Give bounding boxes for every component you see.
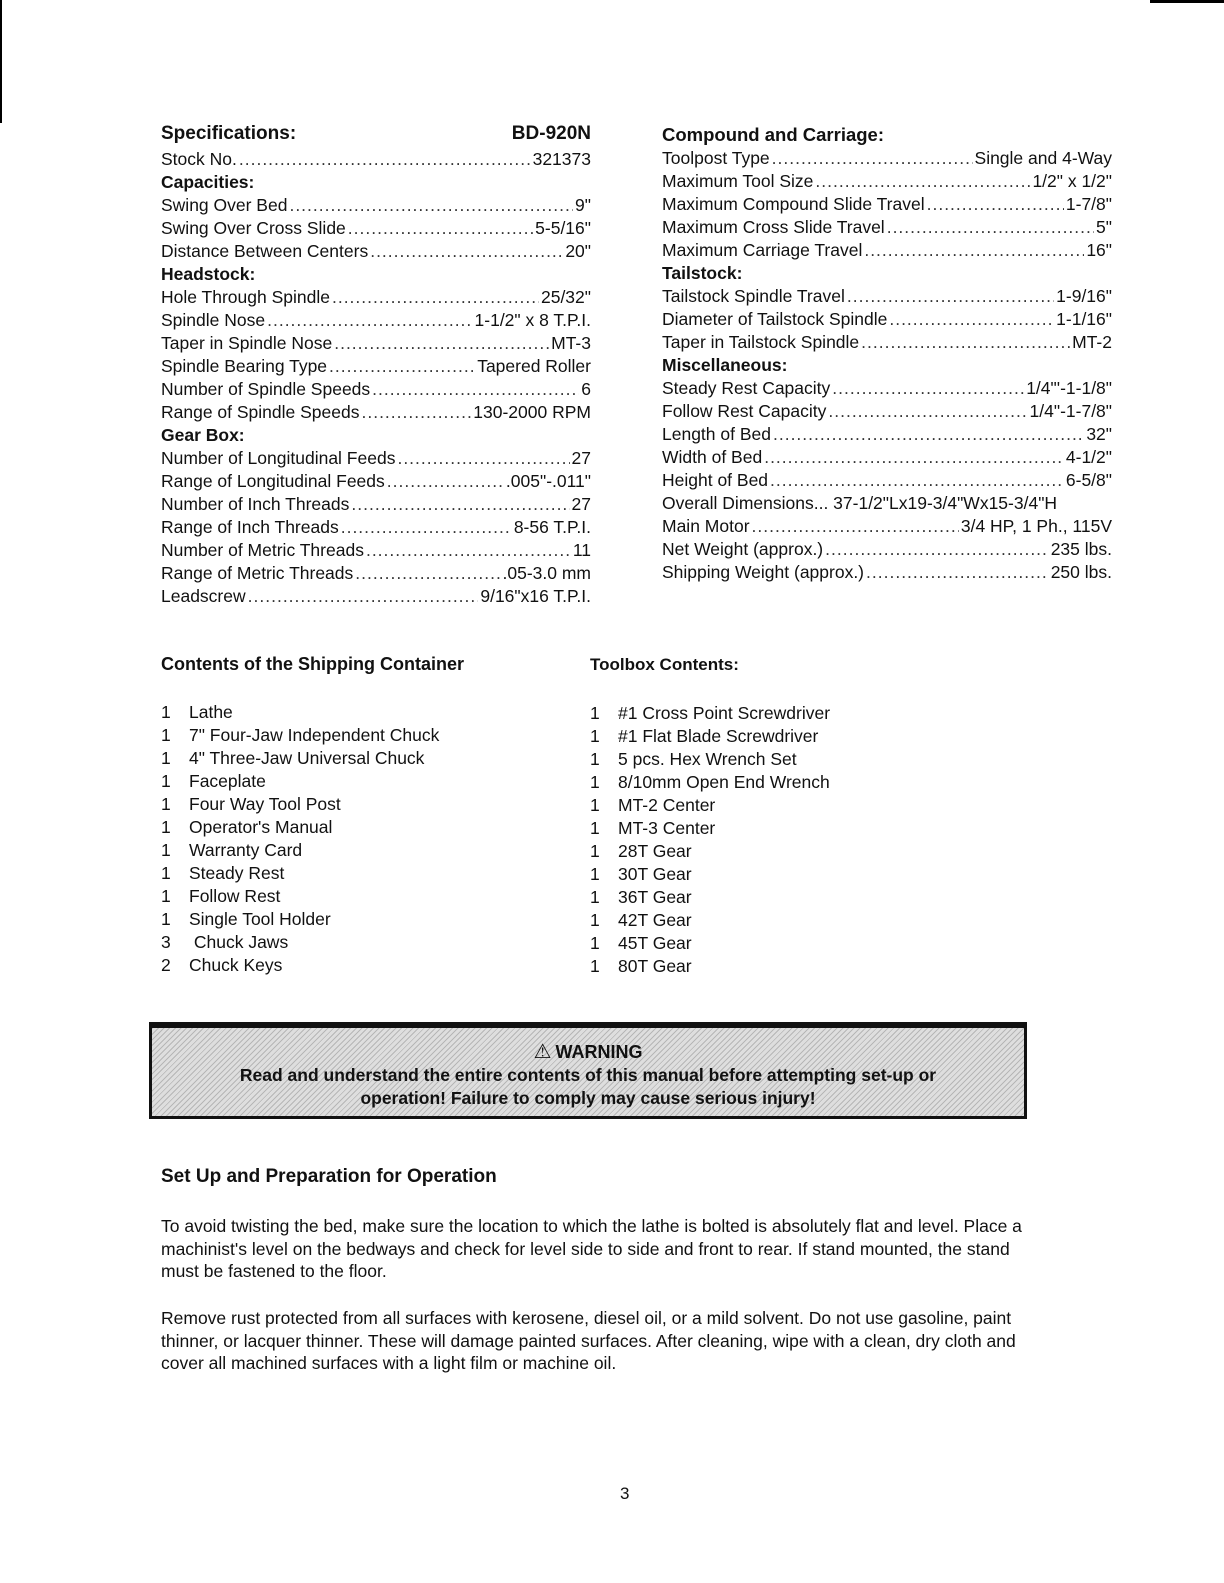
list-item: [590, 840, 990, 863]
dot-leader: [355, 562, 500, 585]
dot-leader: [334, 332, 549, 355]
dot-leader: [861, 331, 1070, 354]
item-name: 8/10mm Open End Wrench: [618, 772, 830, 792]
list-item: [161, 724, 561, 747]
spec-value: 5": [1096, 217, 1112, 237]
item-name: Single Tool Holder: [189, 909, 331, 929]
item-quantity: 1: [161, 771, 171, 791]
misc-rows-2: [662, 515, 1112, 584]
spec-value: 27: [571, 448, 591, 468]
list-item: [590, 932, 990, 955]
dot-leader: [366, 539, 571, 562]
setup-paragraph-1: To avoid twisting the bed, make sure the location to which the lathe is bolted is absolutely flat and level. Place a machinist's level on the bedways and check for level side to side and front to rear. If stand mounted, the stand must be fastened to the floor.: [161, 1216, 1022, 1281]
item-name: 5 pcs. Hex Wrench Set: [618, 749, 797, 769]
overall-dimensions: Overall Dimensions... 37-1/2"Lx19-3/4"Wx15-3/4"H: [662, 493, 1058, 513]
item-name: MT-2 Center: [618, 795, 716, 815]
item-quantity: 1: [161, 909, 171, 929]
item-quantity: 1: [590, 772, 600, 792]
item-name: Warranty Card: [189, 840, 303, 860]
item-name: Faceplate: [189, 771, 266, 791]
item-name: #1 Flat Blade Screwdriver: [618, 726, 819, 746]
spec-row: [662, 331, 1112, 354]
spec-value: 321373: [532, 149, 591, 169]
list-item: [161, 885, 561, 908]
spec-label: Hole Through Spindle: [161, 287, 330, 307]
item-quantity: 1: [590, 749, 600, 769]
list-item: [590, 748, 990, 771]
spec-label: Maximum Tool Size: [662, 171, 814, 191]
specifications-right-column: [662, 122, 1112, 584]
scan-edge-mark-left: [0, 0, 2, 123]
spec-row: [662, 561, 1112, 584]
spec-label: Range of Inch Threads: [161, 517, 339, 537]
list-item: [590, 909, 990, 932]
warning-triangle-icon: ⚠: [533, 1041, 552, 1063]
spec-row: [161, 516, 591, 539]
spec-value: 1-1/16": [1056, 309, 1112, 329]
spec-value: MT-2: [1072, 332, 1112, 352]
spec-value: 130-2000 RPM: [473, 402, 591, 422]
spec-value: 27: [571, 494, 591, 514]
spec-value: .005"-.011": [505, 471, 591, 491]
dot-leader: [773, 423, 1084, 446]
spec-label: Tailstock Spindle Travel: [662, 286, 845, 306]
spec-value: 6: [581, 379, 591, 399]
dot-leader: [770, 469, 1064, 492]
list-item: [161, 816, 561, 839]
dot-leader: [752, 515, 959, 538]
setup-heading: Set Up and Preparation for Operation: [161, 1166, 497, 1187]
dot-leader: [889, 308, 1054, 331]
spec-row: [161, 401, 591, 424]
spec-row: [161, 194, 591, 217]
item-name: Lathe: [189, 702, 233, 722]
item-quantity: 1: [590, 703, 600, 723]
tailstock-rows: [662, 285, 1112, 354]
spec-row: [662, 538, 1112, 561]
spec-label: Number of Longitudinal Feeds: [161, 448, 396, 468]
spec-label: Number of Spindle Speeds: [161, 379, 371, 399]
item-quantity: 1: [161, 863, 171, 883]
item-quantity: 1: [590, 795, 600, 815]
page-number: 3: [620, 1484, 630, 1503]
list-item: [161, 862, 561, 885]
spec-row: [662, 377, 1112, 400]
item-quantity: 3: [161, 932, 171, 952]
item-name: Steady Rest: [189, 863, 285, 883]
warning-title-text: WARNING: [555, 1042, 643, 1062]
spec-label: Diameter of Tailstock Spindle: [662, 309, 888, 329]
item-quantity: 1: [161, 794, 171, 814]
spec-row: [662, 193, 1112, 216]
list-item: [590, 725, 990, 748]
shipping-contents-list: [161, 701, 561, 977]
toolbox-contents-title: Toolbox Contents:: [590, 655, 739, 674]
spec-row: [161, 286, 591, 309]
spec-label: Shipping Weight (approx.): [662, 562, 865, 582]
spec-row: [161, 470, 591, 493]
spec-row: [662, 400, 1112, 423]
list-item: [590, 863, 990, 886]
dot-leader: [289, 194, 573, 217]
dot-leader: [341, 516, 512, 539]
list-item: [161, 908, 561, 931]
spec-value: 1-7/8": [1065, 194, 1112, 214]
spec-value: 3/4 HP, 1 Ph., 115V: [960, 516, 1112, 536]
spec-label: Length of Bed: [662, 424, 771, 444]
spec-value: 250 lbs.: [1050, 562, 1112, 582]
dot-leader: [348, 217, 533, 240]
item-name: 36T Gear: [618, 887, 692, 907]
item-name: Four Way Tool Post: [189, 794, 341, 814]
spec-value: MT-3: [551, 333, 591, 353]
dot-leader: [397, 447, 569, 470]
dot-leader: [887, 216, 1094, 239]
spec-label: Range of Metric Threads: [161, 563, 354, 583]
model-number: BD-920N: [511, 123, 591, 144]
spec-label: Net Weight (approx.): [662, 539, 824, 559]
dot-leader: [372, 378, 579, 401]
dot-leader: [329, 355, 475, 378]
spec-label: Number of Metric Threads: [161, 540, 364, 560]
list-item: [161, 931, 561, 954]
spec-row: [662, 423, 1112, 446]
spec-row: [161, 447, 591, 470]
list-item: [590, 771, 990, 794]
item-name: 4" Three-Jaw Universal Chuck: [189, 748, 425, 768]
spec-value: 1/2" x 1/2": [1032, 171, 1112, 191]
dot-leader: [370, 240, 563, 263]
item-quantity: 1: [590, 818, 600, 838]
spec-row: [662, 239, 1112, 262]
dot-leader: [239, 148, 531, 171]
dot-leader: [866, 561, 1049, 584]
warning-box: [149, 1022, 1027, 1119]
item-name: 30T Gear: [618, 864, 692, 884]
spec-row: [662, 216, 1112, 239]
item-name: Follow Rest: [189, 886, 281, 906]
spec-value: 1-9/16": [1056, 286, 1112, 306]
dot-leader: [772, 147, 973, 170]
item-name: 80T Gear: [618, 956, 692, 976]
spec-value: 4-1/2": [1065, 447, 1112, 467]
spec-value: 25/32": [540, 287, 591, 307]
spec-label: Swing Over Bed: [161, 195, 288, 215]
spec-label: Range of Spindle Speeds: [161, 402, 360, 422]
spec-row: [662, 515, 1112, 538]
spec-row: [662, 308, 1112, 331]
list-item: [161, 793, 561, 816]
item-quantity: 1: [161, 702, 171, 722]
item-quantity: 1: [590, 933, 600, 953]
scan-edge-mark-top-right: [1150, 0, 1224, 3]
compound-carriage-heading: Compound and Carriage:: [662, 124, 885, 145]
spec-label: Taper in Tailstock Spindle: [662, 332, 860, 352]
item-quantity: 2: [161, 955, 171, 975]
list-item: [590, 955, 990, 978]
spec-value: 16": [1086, 240, 1112, 260]
spec-value: Tapered Roller: [477, 356, 591, 376]
spec-value: 1/4"'-1-1/8": [1026, 378, 1112, 398]
item-name: 45T Gear: [618, 933, 692, 953]
spec-label: Distance Between Centers: [161, 241, 369, 261]
capacities-rows: [161, 194, 591, 263]
spec-value: 235 lbs.: [1050, 539, 1112, 559]
item-quantity: 1: [590, 864, 600, 884]
spec-label: Spindle Bearing Type: [161, 356, 328, 376]
dot-leader: [847, 285, 1054, 308]
dot-leader: [361, 401, 471, 424]
spec-label: Leadscrew: [161, 586, 246, 606]
spec-row: [161, 585, 591, 608]
item-quantity: 1: [161, 886, 171, 906]
spec-value: 20": [565, 241, 591, 261]
list-item: [161, 770, 561, 793]
item-name: 28T Gear: [618, 841, 692, 861]
dot-leader: [351, 493, 569, 516]
dot-leader: [927, 193, 1064, 216]
dot-leader: [387, 470, 504, 493]
list-item: [161, 839, 561, 862]
spec-label: Toolpost Type: [662, 148, 770, 168]
spec-row: [662, 285, 1112, 308]
list-item: [590, 817, 990, 840]
spec-value: 1-1/2" x 8 T.P.I.: [474, 310, 591, 330]
spec-value: 11: [572, 540, 591, 560]
spec-label: Maximum Compound Slide Travel: [662, 194, 925, 214]
miscellaneous-heading: Miscellaneous:: [662, 355, 788, 375]
spec-row-stock: [161, 148, 591, 171]
spec-label: Range of Longitudinal Feeds: [161, 471, 385, 491]
spec-label: Height of Bed: [662, 470, 769, 490]
specifications-left-column: [161, 120, 591, 608]
dot-leader: [832, 377, 1024, 400]
dot-leader: [864, 239, 1084, 262]
spec-row: [662, 446, 1112, 469]
item-quantity: 1: [161, 840, 171, 860]
spec-value: 5-5/16": [535, 218, 591, 238]
spec-label: Maximum Carriage Travel: [662, 240, 863, 260]
spec-row: [662, 469, 1112, 492]
spec-label: Number of Inch Threads: [161, 494, 350, 514]
item-quantity: 1: [161, 748, 171, 768]
setup-paragraph-2: Remove rust protected from all surfaces with kerosene, diesel oil, or a mild solvent. Do not use gasoline, paint thinner, or lacquer thinner. These will damage painted surfaces. After cleaning, wipe with a clean, dry cloth and cover all machined surfaces with a light film or machine oil.: [161, 1308, 1016, 1373]
spec-label: Taper in Spindle Nose: [161, 333, 333, 353]
gearbox-heading: Gear Box:: [161, 425, 245, 445]
compound-rows: [662, 147, 1112, 262]
list-item: [590, 794, 990, 817]
spec-label: Swing Over Cross Slide: [161, 218, 346, 238]
spec-row: [161, 355, 591, 378]
item-name: 7" Four-Jaw Independent Chuck: [189, 725, 440, 745]
spec-label: Main Motor: [662, 516, 750, 536]
spec-row: [662, 170, 1112, 193]
list-item: [590, 702, 990, 725]
spec-label: Follow Rest Capacity: [662, 401, 827, 421]
tailstock-heading: Tailstock:: [662, 263, 743, 283]
specifications-header: [161, 120, 591, 148]
item-quantity: 1: [161, 817, 171, 837]
item-quantity: 1: [590, 841, 600, 861]
spec-row: [161, 309, 591, 332]
spec-value: 9/16"x16 T.P.I.: [480, 586, 591, 606]
dot-leader: [267, 309, 472, 332]
dot-leader: [764, 446, 1064, 469]
spec-value: 1/4"-1-7/8": [1029, 401, 1112, 421]
spec-label: Stock No.: [161, 149, 237, 169]
list-item: [161, 954, 561, 977]
spec-row: [662, 147, 1112, 170]
warning-line-1: Read and understand the entire contents of this manual before attempting set-up or: [239, 1065, 937, 1085]
headstock-heading: Headstock:: [161, 264, 256, 284]
spec-value: 9": [575, 195, 591, 215]
spec-row: [161, 217, 591, 240]
gearbox-rows: [161, 447, 591, 608]
spec-value: .05-3.0 mm: [502, 563, 591, 583]
spec-label: Steady Rest Capacity: [662, 378, 831, 398]
list-item: [161, 747, 561, 770]
misc-rows: [662, 377, 1112, 492]
spec-row: [161, 332, 591, 355]
spec-row: [161, 378, 591, 401]
spec-label: Width of Bed: [662, 447, 763, 467]
dot-leader: [248, 585, 479, 608]
toolbox-contents-list: [590, 702, 990, 978]
spec-value: 6-5/8": [1065, 470, 1112, 490]
spec-row: [161, 562, 591, 585]
spec-label: Maximum Cross Slide Travel: [662, 217, 885, 237]
list-item: [161, 701, 561, 724]
item-name: Chuck Jaws: [189, 932, 289, 952]
specifications-title: Specifications:: [161, 123, 297, 144]
item-name: #1 Cross Point Screwdriver: [618, 703, 831, 723]
item-name: Operator's Manual: [189, 817, 333, 837]
item-name: Chuck Keys: [189, 955, 283, 975]
spec-value: Single and 4-Way: [974, 148, 1112, 168]
warning-title: [152, 1040, 1024, 1064]
dot-leader: [825, 538, 1049, 561]
item-quantity: 1: [590, 726, 600, 746]
spec-label: Spindle Nose: [161, 310, 266, 330]
warning-line-2: operation! Failure to comply may cause serious injury!: [360, 1088, 816, 1108]
dot-leader: [828, 400, 1027, 423]
item-quantity: 1: [161, 725, 171, 745]
spec-row: [161, 493, 591, 516]
spec-value: 32": [1086, 424, 1112, 444]
spec-row: [161, 240, 591, 263]
spec-row: [161, 539, 591, 562]
item-name: MT-3 Center: [618, 818, 716, 838]
item-quantity: 1: [590, 887, 600, 907]
dot-leader: [815, 170, 1030, 193]
capacities-heading: Capacities:: [161, 172, 255, 192]
headstock-rows: [161, 286, 591, 424]
list-item: [590, 886, 990, 909]
dot-leader: [332, 286, 539, 309]
spec-value: 8-56 T.P.I.: [513, 517, 591, 537]
item-quantity: 1: [590, 956, 600, 976]
item-quantity: 1: [590, 910, 600, 930]
shipping-container-title: Contents of the Shipping Container: [161, 654, 464, 674]
item-name: 42T Gear: [618, 910, 692, 930]
